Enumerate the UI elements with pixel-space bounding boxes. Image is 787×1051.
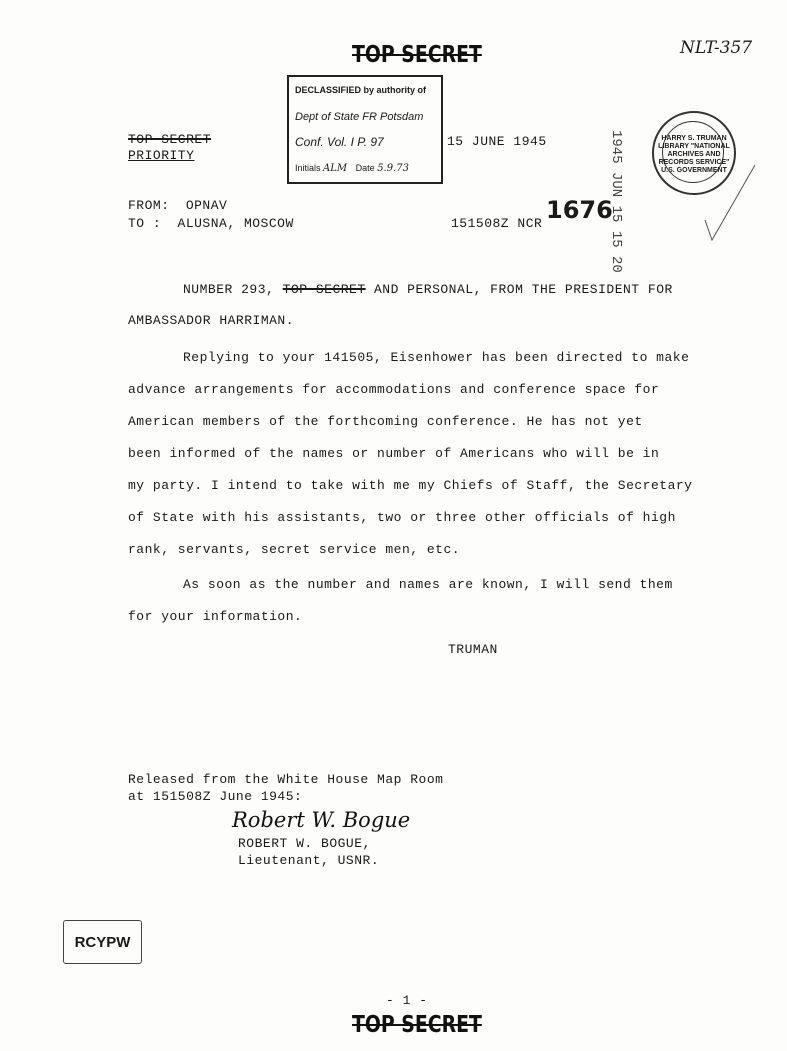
initials-value: ALM (323, 163, 348, 174)
priority-label: PRIORITY (128, 148, 195, 163)
body-line-5: my party. I intend to take with me my Chiefs of Staff, the Secretary (128, 478, 693, 493)
body-line-1: Replying to your 141505, Eisenhower has been directed to make (183, 350, 690, 365)
seal-text: HARRY S. TRUMAN LIBRARY "NATIONAL ARCHIVES AND RECORDS SERVICE" U.S. GOVERNMENT (658, 135, 730, 174)
body-line-4: been informed of the names or number of Americans who will be in (128, 446, 660, 461)
body-line-7: rank, servants, secret service men, etc. (128, 542, 461, 557)
president-signature: TRUMAN (448, 642, 498, 657)
declassified-line1: DECLASSIFIED by authority of (295, 85, 427, 95)
para3-line-2: for your information. (128, 609, 303, 624)
body-line-6: of State with his assistants, two or three other officials of high (128, 510, 676, 525)
message-date: 15 JUNE 1945 (447, 134, 547, 149)
file-code-box: RCYPW (63, 920, 142, 964)
to-value: ALUSNA, MOSCOW (177, 216, 294, 231)
body-line-2: advance arrangements for accommodations and conference space for (128, 382, 660, 397)
declassified-stamp (287, 75, 443, 184)
top-secret-stamp-top: TOP SECRET (352, 42, 482, 68)
to-label: TO : (128, 216, 162, 231)
from-label: FROM: (128, 198, 170, 213)
para1-struck: TOP SECRET (282, 282, 366, 297)
serial-number: 1676 (546, 196, 613, 224)
para3-line-1: As soon as the number and names are known, I will send them (183, 577, 673, 592)
officer-name: ROBERT W. BOGUE, (238, 836, 371, 851)
dtg-ncr: 151508Z NCR (451, 216, 543, 231)
page-number: - 1 - (386, 993, 428, 1008)
para1-part-c: AMBASSADOR HARRIMAN. (128, 313, 295, 328)
officer-rank: Lieutenant, USNR. (238, 853, 380, 868)
declassified-line2: Dept of State FR Potsdam (295, 111, 424, 123)
para1-part-a: NUMBER 293, (183, 282, 275, 297)
body-line-3: American members of the forthcoming conference. He has not yet (128, 414, 643, 429)
date-label: Date (355, 163, 375, 173)
date-value: 5.9.73 (377, 163, 409, 174)
from-value: OPNAV (185, 198, 228, 213)
pencil-check-mark (700, 160, 760, 250)
handwritten-reference: NLT-357 (680, 38, 753, 58)
para1-part-b: AND PERSONAL, FROM THE PRESIDENT FOR (373, 282, 673, 297)
release-line-2: at 151508Z June 1945: (128, 789, 303, 804)
release-line-1: Released from the White House Map Room (128, 772, 444, 787)
top-secret-stamp-bottom: TOP SECRET (352, 1012, 482, 1038)
handwritten-signature: Robert W. Bogue (232, 808, 411, 832)
initials-label: Initials (295, 163, 321, 173)
classification-left: TOP SECRET (128, 132, 212, 147)
received-stamp: 1945 JUN 15 15 20 (608, 130, 624, 273)
declassified-line3: Conf. Vol. I P. 97 (295, 135, 384, 149)
